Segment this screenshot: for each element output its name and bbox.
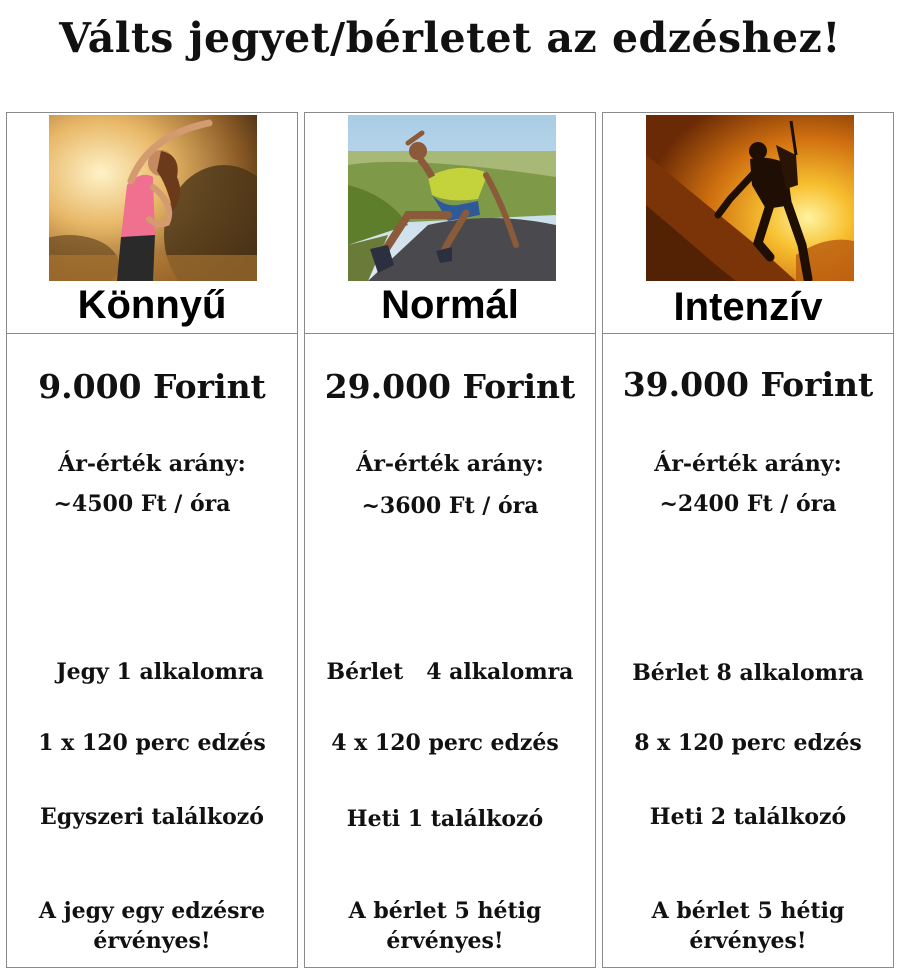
- pass-type: Bérlet 4 alkalomra: [326, 659, 574, 685]
- stretching-woman-photo: [49, 115, 257, 281]
- value-ratio-label: Ár-érték arány:: [654, 451, 842, 477]
- plan-price: 39.000 Forint: [622, 365, 874, 404]
- plan-header: [305, 113, 595, 334]
- plan-header: [603, 113, 893, 334]
- session-count: 1 x 120 perc edzés: [38, 730, 266, 756]
- plan-header: [7, 113, 297, 334]
- plan-level-name: Normál: [381, 283, 519, 327]
- meeting-frequency: Heti 2 találkozó: [649, 804, 847, 830]
- meeting-frequency: Heti 1 találkozó: [346, 806, 544, 832]
- validity-line-1: A bérlet 5 hétig: [348, 898, 542, 924]
- session-count: 8 x 120 perc edzés: [634, 730, 862, 756]
- sprinting-man-photo: [348, 115, 556, 281]
- page-title: Válts jegyet/bérletet az edzéshez!: [59, 14, 841, 62]
- value-ratio-value: ~2400 Ft / óra: [659, 491, 837, 517]
- value-ratio-label: Ár-érték arány:: [356, 451, 544, 477]
- plan-card-intenziv: [602, 112, 894, 968]
- validity-line-2: érvényes!: [689, 928, 807, 954]
- plan-card-konnyu: [6, 112, 298, 968]
- meeting-frequency: Egyszeri találkozó: [40, 804, 264, 830]
- validity-line-2: érvényes!: [93, 928, 211, 954]
- pass-type: Bérlet 8 alkalomra: [632, 660, 864, 686]
- session-count: 4 x 120 perc edzés: [331, 730, 559, 756]
- value-ratio-value: ~3600 Ft / óra: [361, 493, 539, 519]
- value-ratio-label: Ár-érték arány:: [58, 451, 246, 477]
- validity-line-2: érvényes!: [386, 928, 504, 954]
- value-ratio-value: ~4500 Ft / óra: [53, 491, 231, 517]
- plan-level-name: Könnyű: [77, 283, 227, 327]
- plan-card-normal: [304, 112, 596, 968]
- plan-price: 9.000 Forint: [38, 367, 266, 406]
- validity-line-1: A jegy egy edzésre: [38, 898, 266, 924]
- pass-type: Jegy 1 alkalomra: [56, 659, 264, 685]
- validity-line-1: A bérlet 5 hétig: [651, 898, 845, 924]
- plan-level-name: Intenzív: [673, 285, 823, 329]
- mountain-climber-photo: [646, 115, 854, 281]
- plan-price: 29.000 Forint: [324, 367, 576, 406]
